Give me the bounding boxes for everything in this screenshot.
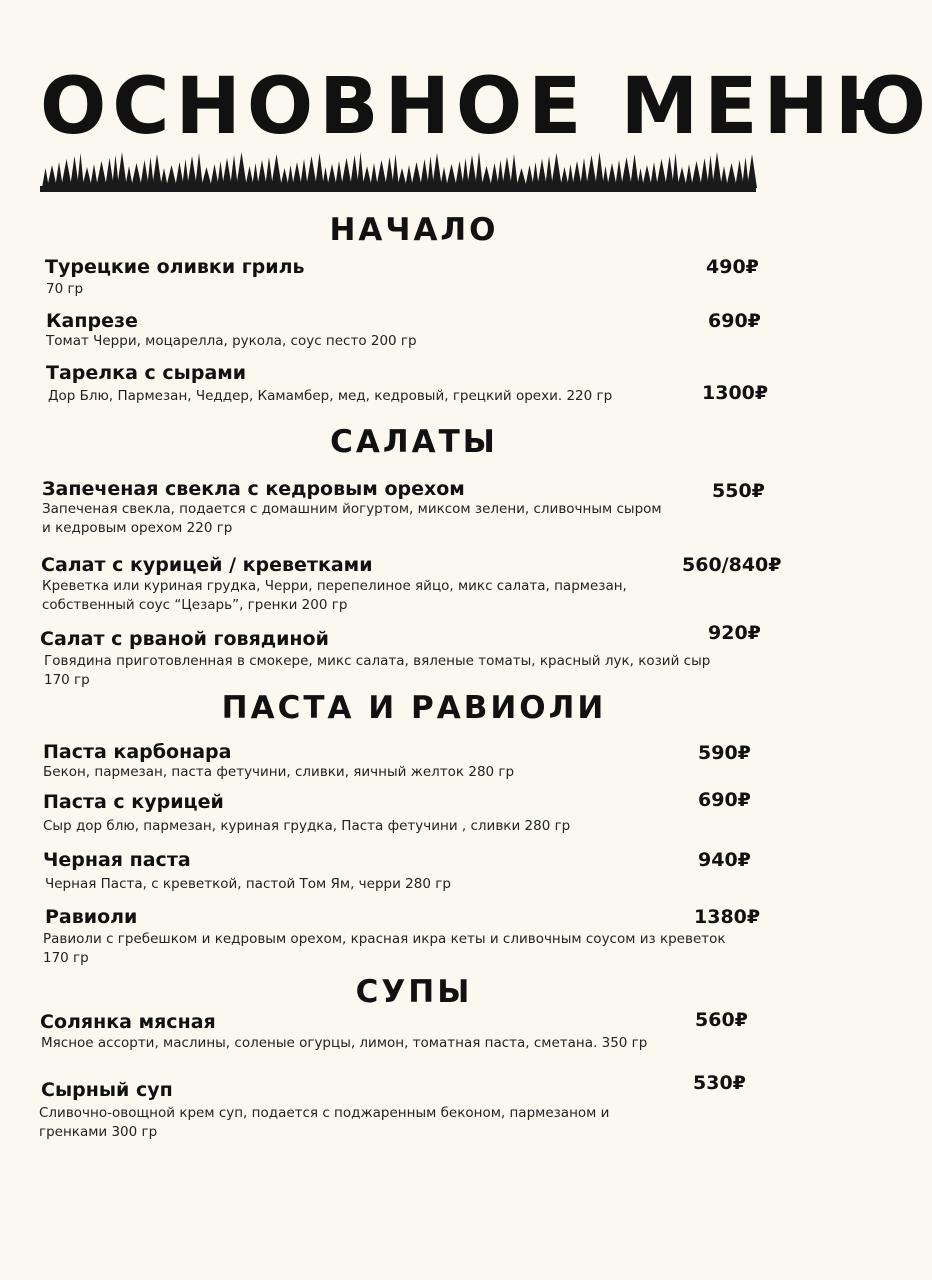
item-name: Солянка мясная	[40, 1011, 216, 1033]
item-name: Паста с курицей	[43, 791, 224, 813]
item-name: Турецкие оливки гриль	[45, 256, 305, 278]
menu-item	[0, 553, 828, 613]
menu-item	[0, 1072, 828, 1140]
item-price: 690₽	[698, 789, 751, 811]
item-price: 560/840₽	[682, 554, 782, 576]
menu-item	[0, 477, 828, 536]
item-description: 70 гр	[46, 281, 84, 297]
item-description: Говядина приготовленная в смокере, микс салата, вяленые томаты, красный лук, козий сыр 170 гр	[44, 653, 711, 688]
section-title-nachalo: НАЧАЛО	[329, 212, 499, 248]
item-description: Креветка или куриная грудка, Черри, перепелиное яйцо, микс салата, пармезан, собственный соус “Цезарь”, гренки 200 гр	[42, 578, 627, 613]
item-description: Томат Черри, моцарелла, рукола, соус песто 200 гр	[46, 333, 417, 349]
item-price: 560₽	[695, 1009, 748, 1031]
menu-item	[0, 622, 828, 688]
item-name: Запеченая свекла с кедровым орехом	[42, 478, 465, 500]
item-description: Равиоли с гребешком и кедровым орехом, красная икра кеты и сливочным соусом из креветок 170 гр	[43, 931, 726, 966]
item-name: Салат с курицей / креветками	[41, 554, 373, 576]
item-price: 530₽	[693, 1072, 746, 1094]
section-title-supy: СУПЫ	[355, 974, 473, 1010]
menu-item	[0, 361, 828, 404]
item-description: Черная Паста, с креветкой, пастой Том Ям, черри 280 гр	[45, 876, 451, 892]
menu-item	[0, 789, 828, 834]
item-name: Паста карбонара	[43, 741, 232, 763]
menu-item	[0, 255, 828, 297]
menu-item	[0, 1009, 828, 1051]
item-description: Запеченая свекла, подается с домашним йогуртом, миксом зелени, сливочным сыром и кедровым орехом 220 гр	[42, 501, 662, 536]
item-price: 590₽	[698, 742, 751, 764]
item-price: 690₽	[708, 310, 761, 332]
item-name: Салат с рваной говядиной	[40, 628, 329, 650]
menu-item	[0, 309, 828, 349]
menu-item	[0, 848, 828, 892]
item-description: Дор Блю, Пармезан, Чеддер, Камамбер, мед, кедровый, грецкий орехи. 220 гр	[48, 388, 613, 404]
item-description: Сливочно-овощной крем суп, подается с поджаренным беконом, пармезаном и гренками 300 гр	[39, 1105, 610, 1140]
item-description: Бекон, пармезан, паста фетучини, сливки, яичный желток 280 гр	[43, 764, 515, 780]
item-description: Сыр дор блю, пармезан, куриная грудка, Паста фетучини , сливки 280 гр	[43, 818, 571, 834]
item-price: 1380₽	[694, 906, 761, 928]
item-description: Мясное ассорти, маслины, соленые огурцы, лимон, томатная паста, сметана. 350 гр	[41, 1035, 648, 1051]
item-name: Черная паста	[43, 849, 191, 871]
item-name: Сырный суп	[41, 1079, 173, 1101]
item-price: 940₽	[698, 849, 751, 871]
item-price: 1300₽	[702, 382, 769, 404]
item-price: 550₽	[712, 480, 765, 502]
item-name: Равиоли	[45, 906, 138, 928]
section-title-pasta: ПАСТА И РАВИОЛИ	[221, 690, 607, 726]
menu-title: ОСНОВНОЕ МЕНЮ	[40, 62, 932, 152]
forest-silhouette-icon	[40, 150, 756, 192]
section-title-salaty: САЛАТЫ	[330, 424, 498, 460]
item-name: Тарелка с сырами	[46, 362, 247, 384]
item-name: Капрезе	[46, 310, 138, 332]
item-price: 490₽	[706, 256, 759, 278]
item-price: 920₽	[708, 622, 761, 644]
menu-item	[0, 905, 828, 966]
menu-item	[0, 740, 828, 780]
